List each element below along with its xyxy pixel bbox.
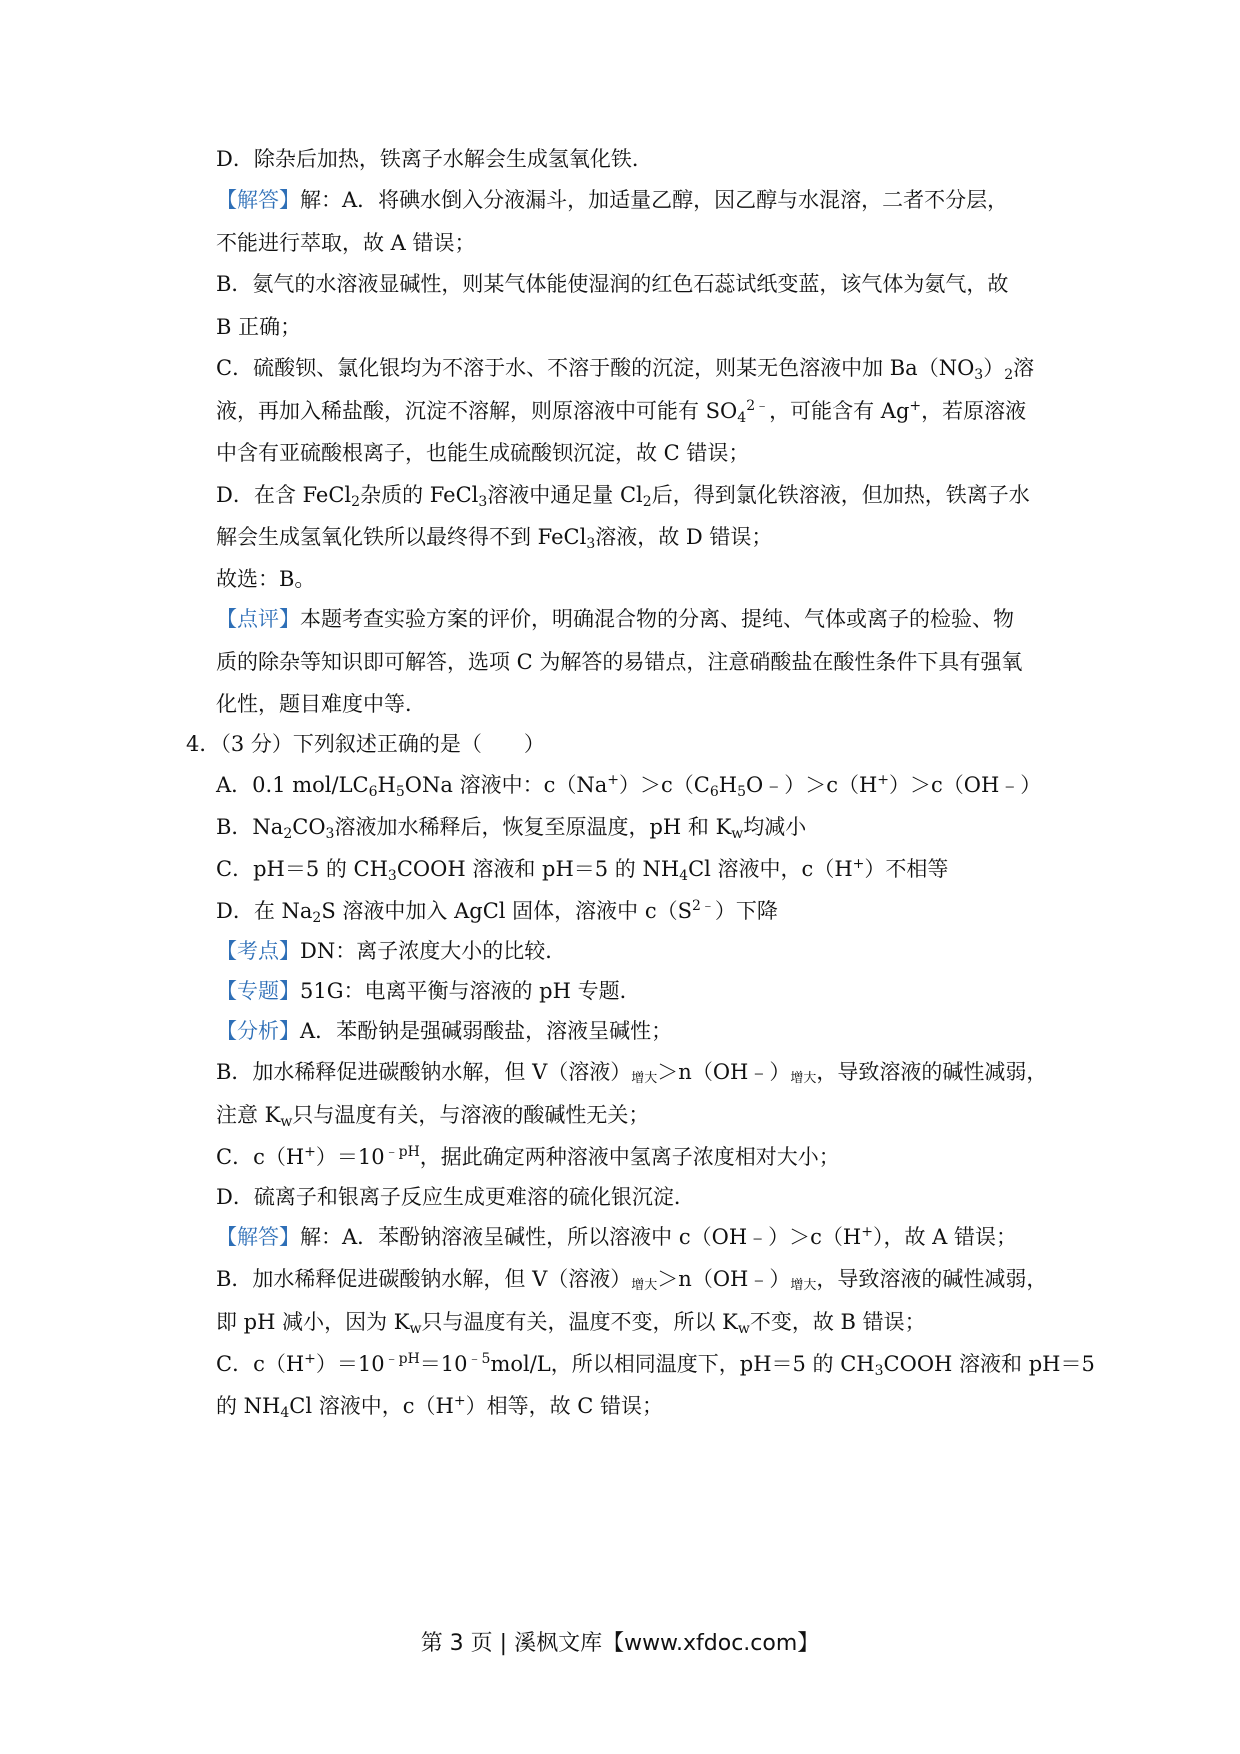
text-line: 液，再加入稀盐酸，沉淀不溶解，则原溶液中可能有 $SO_4^{2﹣}$，可能含有 Ag+，若原溶液	[216, 398, 1027, 426]
text-line: 解会生成氢氧化铁所以最终得不到 FeCl$_3$溶液，故 D 错误；	[216, 525, 773, 552]
text-line: 中含有亚硫酸根离子，也能生成硫酸钡沉淀，故 C 错误；	[216, 441, 750, 465]
text-line: D．除杂后加热，铁离子水解会生成氢氧化铁．	[216, 147, 653, 171]
analysis-line: 【分析】A．苯酚钠是强碱弱酸盐，溶液呈碱性；	[216, 1019, 673, 1043]
text-line: 化性，题目难度中等．	[216, 692, 426, 716]
text-line: 即 pH 减小，因为 $K_w$只与温度有关，温度不变，所以 $K_w$不变，故 B 错误；	[216, 1310, 926, 1337]
text-line: B．加水稀释促进碳酸钠水解，但 V（溶液）增大＞n（OH﹣）增大，导致溶液的碱性减弱，	[216, 1267, 1048, 1293]
text-line: C．硫酸钡、氯化银均为不溶于水、不溶于酸的沉淀，则某无色溶液中加 $Ba(NO_3)_2$溶	[216, 356, 1035, 383]
zhuanti-line: 【专题】51G：电离平衡与溶液的 pH 专题．	[216, 979, 641, 1003]
kaodian-tag: 【考点】	[216, 939, 300, 963]
text-line: 故选：B。	[216, 567, 316, 591]
text-line: 注意 $K_w$只与温度有关，与溶液的酸碱性无关；	[216, 1103, 650, 1130]
page-footer: 第 3 页 | 溪枫文库【www.xfdoc.com】	[420, 1631, 820, 1656]
option-a: A．0.1 mol/$LC_6H_5ONa$ 溶液中：$c(Na^+)>c(C_6H_5O﹣)>c(H^+)>c(OH﹣)$	[216, 772, 1042, 800]
option-d: D．在 $Na_2S$ 溶液中加入 AgCl 固体，溶液中 $c(S^{2﹣})$下降	[216, 898, 778, 926]
text-line: B．氨气的水溶液显碱性，则某气体能使湿润的红色石蕊试纸变蓝，该气体为氨气，故	[216, 272, 1009, 296]
text-line: 的 $NH_4Cl$ 溶液中，c（H+）相等，故 C 错误；	[216, 1393, 663, 1421]
question-title: 4．（3 分）下列叙述正确的是（ ）	[186, 732, 545, 756]
analysis-tag: 【分析】	[216, 1019, 300, 1043]
option-c: C．pH＝5 的 $CH_3COOH$ 溶液和 pH＝5 的 $NH_4Cl$ 溶液中，c（H+）不相等	[216, 856, 949, 884]
text-line: 不能进行萃取，故 A 错误；	[216, 231, 476, 255]
comment-tag: 【点评】	[216, 607, 300, 631]
text-line: 质的除杂等知识即可解答，选项 C 为解答的易错点，注意硝酸盐在酸性条件下具有强氧	[216, 650, 1023, 674]
answer-tag: 【解答】	[216, 188, 300, 212]
text-line: D．硫离子和银离子反应生成更难溶的硫化银沉淀．	[216, 1185, 695, 1209]
kaodian-line: 【考点】DN：离子浓度大小的比较．	[216, 939, 567, 963]
text-line: C．$c(H^+)=10^{﹣pH}=10^{﹣5}mol/L$，所以相同温度下，pH＝5 的 $CH_3COOH$ 溶液和 pH＝5	[216, 1351, 1095, 1379]
comment-line: 【点评】本题考查实验方案的评价，明确混合物的分离、提纯、气体或离子的检验、物	[216, 607, 1014, 631]
zhuanti-tag: 【专题】	[216, 979, 300, 1003]
answer-tag: 【解答】	[216, 1225, 300, 1249]
text-line: D．在含 FeCl$_2$杂质的 FeCl$_3$溶液中通足量 $Cl_2$后，得到氯化铁溶液，但加热，铁离子水	[216, 483, 1030, 510]
text-line: B．加水稀释促进碳酸钠水解，但 V（溶液）增大＞n（OH﹣）增大，导致溶液的碱性减弱，	[216, 1060, 1048, 1086]
answer-line: 【解答】解：A．苯酚钠溶液呈碱性，所以溶液中 c（OH﹣）＞c（H+），故 A 错误；	[216, 1224, 1017, 1249]
text-line: B 正确；	[216, 315, 302, 339]
text-line: C．$c(H^+)=10^{﹣pH}$，据此确定两种溶液中氢离子浓度相对大小；	[216, 1144, 840, 1169]
answer-line: 【解答】解：A．将碘水倒入分液漏斗，加适量乙醇，因乙醇与水混溶，二者不分层，	[216, 188, 1009, 212]
option-b: B．$Na_2CO_3$溶液加水稀释后，恢复至原温度，pH 和 $K_w$均减小	[216, 815, 807, 842]
